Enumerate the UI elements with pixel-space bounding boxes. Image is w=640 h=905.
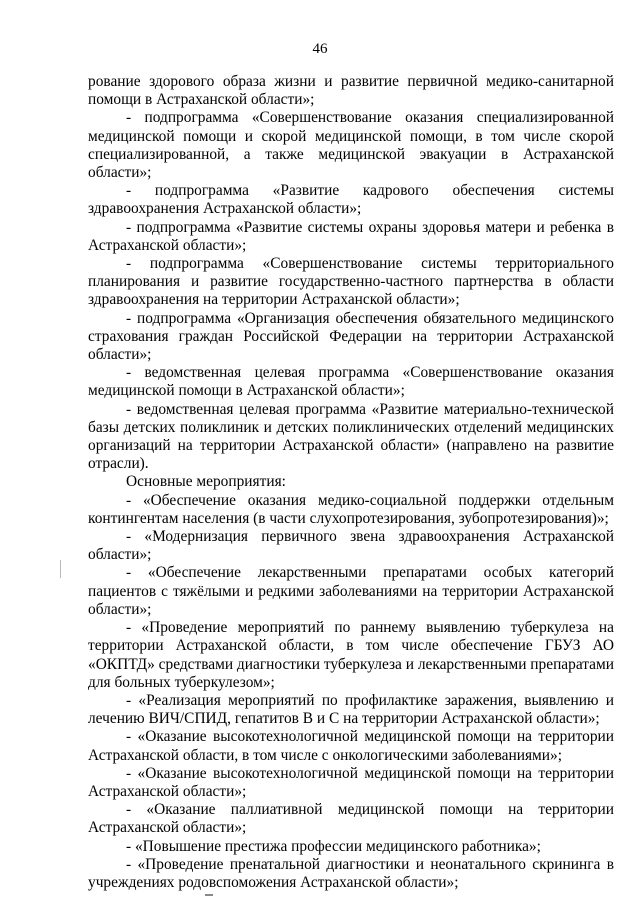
list-item-activity-medications: - «Обеспечение лекарственными препаратами особых категорий пациентов с тяжёлыми и редкими заболеваниями на территории Астраханской области»; (88, 564, 614, 618)
list-item-subprogram-territorial-planning: - подпрограмма «Совершенствование системы территориального планирования и развитие государственно-частного партнерства в области здравоохранения на территории Астраханской области»; (88, 255, 614, 309)
list-item-program-material-base: - ведомственная целевая программа «Развитие материально-технической базы детских поликлиник и детских поликлинических отделений медицинских организаций на территории Астраханской области» (направлено на развитие отрасли). (88, 400, 614, 473)
list-item-program-medical-care: - ведомственная целевая программа «Совершенствование оказания медицинской помощи в Астраханской области»; (88, 364, 614, 400)
document-body (88, 73, 614, 892)
list-item-subprogram-maternal-child: - подпрограмма «Развитие системы охраны здоровья матери и ребенка в Астраханской области»; (88, 218, 614, 254)
list-item-activity-high-tech: - «Оказание высокотехнологичной медицинской помощи на территории Астраханской области»; (88, 764, 614, 800)
page-number: 46 (312, 41, 328, 57)
scan-margin-mark (60, 560, 61, 578)
scan-bottom-mark (205, 894, 213, 896)
list-item-subprogram-specialized-care: - подпрограмма «Совершенствование оказания специализированной медицинской помощи и скорой медицинской помощи, в том числе скорой специализированной, а также медицинской эвакуации в Астраханской области»; (88, 109, 614, 182)
list-item-subprogram-staffing: - подпрограмма «Развитие кадрового обеспечения системы здравоохранения Астраханской области»; (88, 182, 614, 218)
list-item-activity-high-tech-oncology: - «Оказание высокотехнологичной медицинской помощи на территории Астраханской области, в том числе с онкологическими заболеваниями»; (88, 728, 614, 764)
list-item-activity-hiv: - «Реализация мероприятий по профилактике заражения, выявлению и лечению ВИЧ/СПИД, гепатитов В и С на территории Астраханской области»; (88, 691, 614, 728)
list-item-activity-modernization: - «Модернизация первичного звена здравоохранения Астраханской области»; (88, 528, 614, 564)
list-item-subprogram-insurance: - подпрограмма «Организация обеспечения обязательного медицинского страхования граждан Российской Федерации на территории Астраханской области»; (88, 309, 614, 364)
section-heading-main-activities: Основные мероприятия: (126, 473, 286, 491)
list-item-activity-social-support: - «Обеспечение оказания медико-социальной поддержки отдельным контингентам населения (в части слухопротезирования, зубопротезирования)»; (88, 491, 614, 527)
list-item-activity-prestige: - «Повышение престижа профессии медицинского работника»; (126, 837, 541, 855)
list-item-activity-prenatal: - «Проведение пренатальной диагностики и неонатального скрининга в учреждениях родовспоможения Астраханской области»; (88, 855, 614, 891)
list-item-activity-tuberculosis: - «Проведение мероприятий по раннему выявлению туберкулеза на территории Астраханской области, в том числе обеспечение ГБУЗ АО «ОКПТД» средствами диагностики туберкулеза и лекарственными препаратами для больных туберкулезом»; (88, 619, 614, 691)
paragraph-continuation: рование здорового образа жизни и развитие первичной медико-санитарной помощи в Астраханской области»; (88, 73, 614, 109)
list-item-activity-palliative: - «Оказание паллиативной медицинской помощи на территории Астраханской области»; (88, 801, 614, 837)
